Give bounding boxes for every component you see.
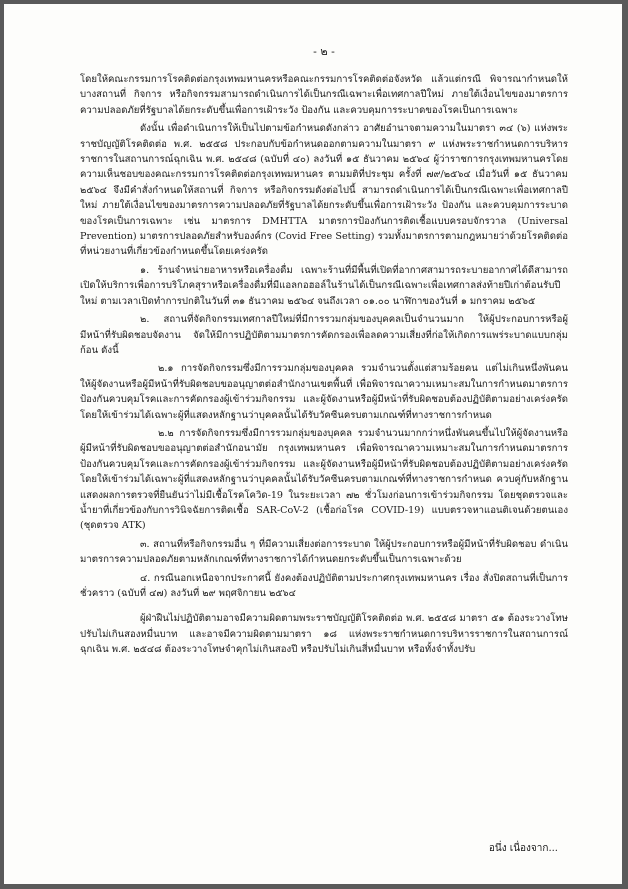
continuation-note: อนึ่ง เนื่องจาก... — [488, 843, 558, 854]
paragraph-item-2-events: ๒. สถานที่จัดกิจกรรมเทศกาลปีใหม่ที่มีการรวมกลุ่มของบุคคลเป็นจำนวนมาก ให้ผู้ประกอบการหรือผู้มีหน้าที่รับผิดชอบจัดงาน จัดให้มีการปฏิบัติตามมาตรการคัดกรองเพื่อลดความเสี่ยงที่ก่อให้เกิดการแพร่ระบาดแบบกลุ่มก้อน ดังนี้ — [80, 314, 568, 356]
paragraph-item-1-restaurants: ๑. ร้านจำหน่ายอาหารหรือเครื่องดื่ม เฉพาะร้านที่มีพื้นที่เปิดที่อากาศสามารถระบายอากาศได้ดีสามารถเปิดให้บริการเพื่อการบริโภคสุราหรือเครื่องดื่มที่มีแอลกอฮอล์ในร้านได้เป็นกรณีเฉพาะเพื่อเทศกาลส่งท้ายปีเก่าต้อนรับปีใหม่ ตามเวลาเปิดทำการปกติในวันที่ ๓๑ ธันวาคม ๒๕๖๔ จนถึงเวลา ๐๑.๐๐ นาฬิกาของวันที่ ๑ มกราคม ๒๕๖๕ — [80, 264, 568, 307]
paragraph-item-3-other-venues: ๓. สถานที่หรือกิจกรรมอื่น ๆ ที่มีความเสี่ยงต่อการระบาด ให้ผู้ประกอบการหรือผู้มีหน้าที่รับผิดชอบ ดำเนินมาตรการความปลอดภัยตามหลักเกณฑ์ที่ทางราชการได้กำหนดยกระดับขึ้นเป็นการเฉพาะด้วย — [80, 538, 568, 566]
paragraph-penalty: ผู้ฝ่าฝืนไม่ปฏิบัติตามอาจมีความผิดตามพระราชบัญญัติโรคติดต่อ พ.ศ. ๒๕๕๘ มาตรา ๕๑ ต้องระวางโทษปรับไม่เกินสองหมื่นบาท และอาจมีความผิดตามมาตรา ๑๘ แห่งพระราชกำหนดการบริหารราชการในสถานการณ์ฉุกเฉิน พ.ศ. ๒๕๔๘ ต้องระวางโทษจำคุกไม่เกินสองปี หรือปรับไม่เกินสี่หมื่นบาท หรือทั้งจำทั้งปรับ — [80, 613, 568, 656]
paragraph-item-4-other-cases: ๔. กรณีนอกเหนือจากประกาศนี้ ยังคงต้องปฏิบัติตามประกาศกรุงเทพมหานคร เรื่อง สั่งปิดสถานที่เป็นการชั่วคราว (ฉบับที่ ๔๗) ลงวันที่ ๒๙ พฤศจิกายน ๒๕๖๔ — [80, 572, 568, 599]
paragraph-item-2-2: ๒.๒ การจัดกิจกรรมซึ่งมีการรวมกลุ่มของบุคคล รวมจำนวนมากกว่าหนึ่งพันคนขึ้นไปให้ผู้จัดงานหรือผู้มีหน้าที่รับผิดชอบขออนุญาตต่อสำนักอนามัย กรุงเทพมหานคร เพื่อพิจารณาความเหมาะสมในการกำหนดมาตรการป้องกันควบคุมโรคและการคัดกรองผู้เข้าร่วมกิจกรรม และผู้จัดงานหรือผู้มีหน้าที่รับผิดชอบต้องปฏิบัติตามอย่างเคร่งครัด โดยให้เข้าร่วมได้เฉพาะผู้ที่แสดงหลักฐานว่าบุคคลนั้นได้รับวัคซีนครบตามเกณฑ์ที่ทางราชการกำหนด ควบคู่กับหลักฐานแสดงผลการตรวจที่ยืนยันว่าไม่มีเชื้อโรคโควิด-19 ในระยะเวลา ๗๒ ชั่วโมงก่อนการเข้าร่วมกิจกรรม โดยชุดตรวจและน้ำยาที่เกี่ยวข้องกับการวินิจฉัยการติดเชื้อ SAR-CoV-2 (เชื้อก่อโรค COVID-19) แบบตรวจหาแอนติเจนด้วยตนเอง (ชุดตรวจ ATK) — [80, 427, 568, 532]
paragraph-intro-continued: โดยให้คณะกรรมการโรคติดต่อกรุงเทพมหานครหรือคณะกรรมการโรคติดต่อจังหวัด แล้วแต่กรณี พิจารณากำหนดให้บางสถานที่ กิจการ หรือกิจกรรมสามารถดำเนินการได้เป็นกรณีเฉพาะเพื่อเทศกาลปีใหม่ ภายใต้เงื่อนไขของมาตรการความปลอดภัยที่รัฐบาลได้ยกระดับขึ้นเพื่อการเฝ้าระวัง ป้องกัน และควบคุมการระบาดของโรคเป็นการเฉพาะ — [80, 74, 568, 116]
paragraph-item-2-1: ๒.๑ การจัดกิจกรรมซึ่งมีการรวมกลุ่มของบุคคล รวมจำนวนตั้งแต่สามร้อยคน แต่ไม่เกินหนึ่งพันคน ให้ผู้จัดงานหรือผู้มีหน้าที่รับผิดชอบขออนุญาตต่อสำนักงานเขตพื้นที่ เพื่อพิจารณาความเหมาะสมในการกำหนดมาตรการป้องกันควบคุมโรคและการคัดกรองผู้เข้าร่วมกิจกรรม และผู้จัดงานหรือผู้มีหน้าที่รับผิดชอบต้องปฏิบัติตามอย่างเคร่งครัด โดยให้เข้าร่วมได้เฉพาะผู้ที่แสดงหลักฐานว่าบุคคลนั้นได้รับวัคซีนครบตามเกณฑ์ที่ทางราชการกำหนด — [80, 363, 568, 421]
page-number: - ๒ - — [313, 45, 335, 58]
document-page — [4, 4, 622, 884]
paragraph-authority: ดังนั้น เพื่อดำเนินการให้เป็นไปตามข้อกำหนดดังกล่าว อาศัยอำนาจตามความในมาตรา ๓๔ (๖) แห่งพระราชบัญญัติโรคติดต่อ พ.ศ. ๒๕๕๘ ประกอบกับข้อกำหนดออกตามความในมาตรา ๙ แห่งพระราชกำหนดการบริหารราชการในสถานการณ์ฉุกเฉิน พ.ศ. ๒๕๔๘ (ฉบับที่ ๔๐) ลงวันที่ ๑๕ ธันวาคม ๒๕๖๔ ผู้ว่าราชการกรุงเทพมหานครโดยความเห็นชอบของคณะกรรมการโรคติดต่อกรุงเทพมหานคร ตามมติที่ประชุม ครั้งที่ ๗๙/๒๕๖๔ เมื่อวันที่ ๑๕ ธันวาคม ๒๕๖๔ จึงมีคำสั่งกำหนดให้สถานที่ กิจการ หรือกิจกรรมดังต่อไปนี้ สามารถดำเนินการได้เป็นกรณีเฉพาะเพื่อเทศกาลปีใหม่ ภายใต้เงื่อนไขของมาตรการความปลอดภัยที่รัฐบาลได้ยกระดับขึ้นเพื่อการเฝ้าระวัง ป้องกัน และควบคุมการระบาดของโรคเป็นการเฉพาะ เช่น มาตรการ DMHTTA มาตรการป้องกันการติดเชื้อแบบครอบจักรวาล (Universal Prevention) มาตรการปลอดภัยสำหรับองค์กร (Covid Free Setting) รวมทั้งมาตรการตามกฎหมายว่าด้วยโรคติดต่อที่หน่วยงานที่เกี่ยวข้องกำหนดขึ้นโดยเคร่งครัด — [80, 123, 568, 258]
